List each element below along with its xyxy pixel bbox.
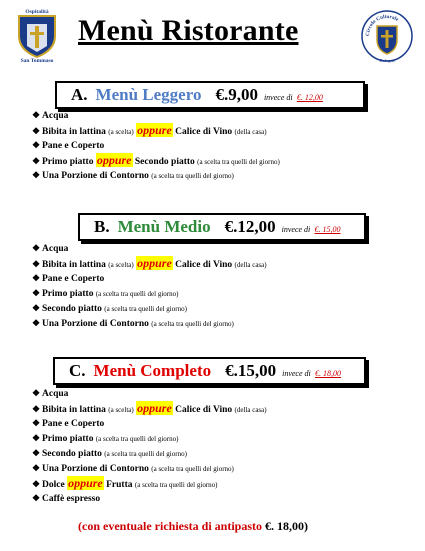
item-alternative-note: (a scelta tra quelli del giorno) [197, 158, 280, 166]
item-name: Primo piatto [42, 157, 94, 167]
item-alternative-note: (della casa) [234, 128, 267, 136]
diamond-bullet-icon: ❖ [32, 388, 41, 398]
svg-text:Circolo Culturale: Circolo Culturale [364, 13, 400, 37]
diamond-bullet-icon: ❖ [32, 110, 41, 120]
menu-letter: A. [71, 85, 88, 104]
list-item [32, 138, 280, 153]
item-name: Pane e Coperto [42, 141, 105, 151]
menu-items-list [32, 108, 280, 183]
logo-right-bottom-text: Bologna [379, 58, 395, 63]
diamond-bullet-icon: ❖ [32, 433, 41, 443]
diamond-bullet-icon: ❖ [32, 170, 41, 180]
diamond-bullet-icon: ❖ [32, 259, 41, 269]
menu-price: €.9,00 [215, 85, 258, 104]
item-name: Pane e Coperto [42, 274, 105, 284]
diamond-bullet-icon: ❖ [32, 404, 41, 414]
item-name: Acqua [42, 111, 69, 121]
diamond-bullet-icon: ❖ [32, 479, 41, 489]
menu-letter: B. [94, 217, 110, 236]
item-alternative-note: (della casa) [234, 261, 267, 269]
item-alternative-note: (della casa) [234, 406, 267, 414]
list-item [32, 301, 267, 316]
original-price: €. 15,00 [314, 225, 341, 234]
diamond-bullet-icon: ❖ [32, 126, 41, 136]
item-alternative: Calice di Vino [175, 127, 233, 137]
list-item [32, 168, 280, 183]
list-item [32, 431, 267, 446]
circle-seal-logo-right-icon [360, 8, 414, 64]
item-alternative: Calice di Vino [175, 405, 233, 415]
item-name: Pane e Coperto [42, 419, 105, 429]
menu-items-list [32, 241, 267, 331]
diamond-bullet-icon: ❖ [32, 448, 41, 458]
oppure-label: oppure [137, 123, 172, 137]
item-name: Caffè espresso [42, 494, 101, 504]
antipasto-note-text: (con eventuale richiesta di antipasto [78, 519, 262, 533]
menu-header-3 [53, 357, 366, 385]
menu-name: Menù Leggero [95, 85, 202, 104]
list-item [32, 286, 267, 301]
diamond-bullet-icon: ❖ [32, 303, 41, 313]
list-item [32, 241, 267, 256]
diamond-bullet-icon: ❖ [32, 156, 41, 166]
item-name: Bibita in lattina [42, 127, 106, 137]
diamond-bullet-icon: ❖ [32, 493, 41, 503]
oppure-label: oppure [137, 401, 172, 415]
item-alternative: Calice di Vino [175, 260, 233, 270]
list-item [32, 386, 267, 401]
oppure-label: oppure [68, 476, 103, 490]
logo-left-top-text: Ospitalità [25, 9, 49, 15]
list-item [32, 446, 267, 461]
item-note: (a scelta) [108, 128, 134, 136]
logo-left-bottom-text: San Tommaso [20, 58, 54, 64]
list-item [32, 316, 267, 331]
list-item [32, 491, 267, 506]
item-note: (a scelta tra quelli del giorno) [151, 465, 234, 473]
list-item [32, 153, 280, 168]
shield-logo-left-icon [17, 10, 57, 58]
item-alternative: Secondo piatto [134, 157, 195, 167]
diamond-bullet-icon: ❖ [32, 463, 41, 473]
original-price: €. 18,00 [315, 369, 342, 378]
list-item [32, 461, 267, 476]
item-name: Primo piatto [42, 434, 94, 444]
instead-label: invece di [281, 225, 311, 234]
menu-name: Menù Completo [93, 361, 212, 380]
item-name: Una Porzione di Contorno [42, 319, 149, 329]
antipasto-note-price: €. 18,00) [265, 519, 308, 533]
item-name: Bibita in lattina [42, 405, 106, 415]
diamond-bullet-icon: ❖ [32, 243, 41, 253]
menu-name: Menù Medio [117, 217, 211, 236]
item-name: Secondo piatto [42, 304, 102, 314]
item-name: Una Porzione di Contorno [42, 464, 149, 474]
list-item [32, 401, 267, 416]
item-name: Primo piatto [42, 289, 94, 299]
item-note: (a scelta tra quelli del giorno) [95, 435, 179, 443]
page-title: Menù Ristorante [78, 14, 299, 47]
item-alternative-note: (a scelta tra quelli del giorno) [134, 481, 218, 489]
list-item [32, 123, 280, 138]
antipasto-note [78, 519, 308, 534]
instead-label: invece di [263, 93, 293, 102]
list-item [32, 476, 267, 491]
list-item [32, 256, 267, 271]
item-note: (a scelta) [108, 406, 134, 414]
item-name: Una Porzione di Contorno [42, 171, 149, 181]
diamond-bullet-icon: ❖ [32, 273, 41, 283]
menu-header-1 [55, 81, 365, 109]
diamond-bullet-icon: ❖ [32, 318, 41, 328]
diamond-bullet-icon: ❖ [32, 288, 41, 298]
item-name: Acqua [42, 244, 69, 254]
oppure-label: oppure [137, 256, 172, 270]
menu-price: €.15,00 [225, 361, 277, 380]
item-note: (a scelta tra quelli del giorno) [104, 450, 187, 458]
diamond-bullet-icon: ❖ [32, 418, 41, 428]
item-name: Secondo piatto [42, 449, 102, 459]
menu-price: €.12,00 [224, 217, 276, 236]
item-note: (a scelta tra quelli del giorno) [151, 320, 234, 328]
item-name: Dolce [42, 480, 65, 490]
menu-header-2 [78, 213, 366, 241]
item-name: Acqua [42, 389, 69, 399]
diamond-bullet-icon: ❖ [32, 140, 41, 150]
item-note: (a scelta tra quelli del giorno) [95, 290, 179, 298]
menu-letter: C. [69, 361, 86, 380]
item-name: Bibita in lattina [42, 260, 106, 270]
oppure-label: oppure [96, 153, 132, 167]
list-item [32, 416, 267, 431]
list-item [32, 271, 267, 286]
menu-items-list [32, 386, 267, 506]
item-note: (a scelta tra quelli del giorno) [104, 305, 187, 313]
list-item [32, 108, 280, 123]
item-alternative: Frutta [106, 480, 133, 490]
item-note: (a scelta) [108, 261, 134, 269]
item-note: (a scelta tra quelli del giorno) [151, 172, 234, 180]
instead-label: invece di [282, 369, 311, 378]
original-price: €. 12,00 [296, 93, 323, 102]
